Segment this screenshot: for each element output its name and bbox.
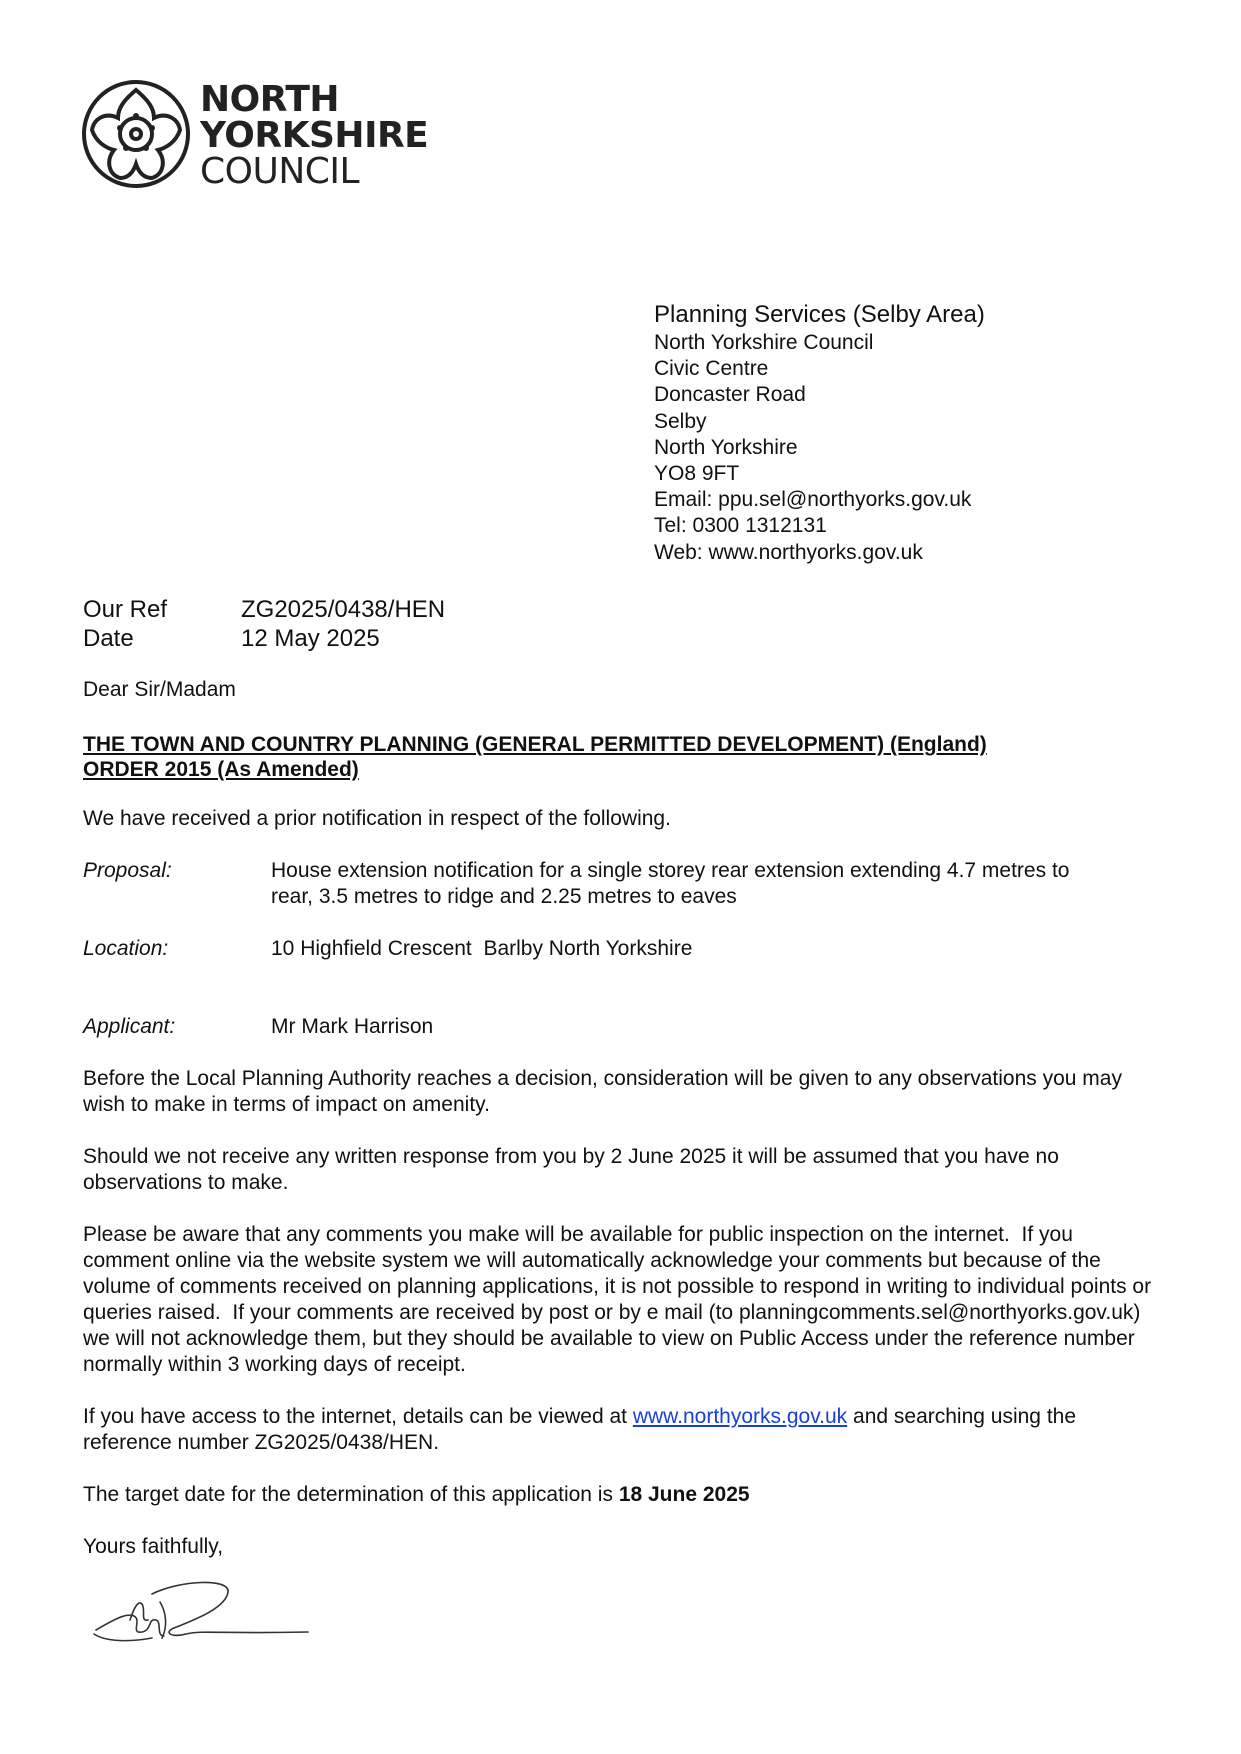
applicant-value: Mr Mark Harrison: [271, 1015, 434, 1038]
proposal-label: Proposal:: [83, 859, 172, 882]
address-tel: Tel: 0300 1312131: [654, 514, 827, 538]
heading-line-2: ORDER 2015 (As Amended): [83, 758, 359, 781]
internet-paragraph: [83, 1404, 1163, 1456]
internet-text-after: and searching using the reference number ZG2025/0438/HEN.: [83, 1405, 1077, 1454]
rose-emblem-icon: [80, 78, 192, 190]
closing: Yours faithfully,: [83, 1535, 224, 1558]
proposal-value: House extension notification for a single storey rear extension extending 4.7 metres to rear, 3.5 metres to ridge and 2.25 metres to eaves: [271, 859, 1070, 908]
intro-text: We have received a prior notification in respect of the following.: [83, 807, 671, 830]
address-line: North Yorkshire: [654, 435, 798, 459]
date-value: 12 May 2025: [241, 625, 380, 652]
date-label: Date: [83, 625, 134, 652]
signature-image: [90, 1572, 330, 1652]
our-ref-value: ZG2025/0438/HEN: [241, 596, 446, 623]
location-label: Location:: [83, 937, 169, 960]
address-web: Web: www.northyorks.gov.uk: [654, 540, 923, 564]
address-email: Email: ppu.sel@northyorks.gov.uk: [654, 488, 972, 512]
date-row: [83, 624, 445, 653]
our-ref-row: [83, 595, 445, 624]
target-text: The target date for the determination of this application is: [83, 1483, 619, 1506]
sender-address: [654, 300, 985, 566]
letter-heading: [83, 732, 1163, 782]
location-value: 10 Highfield Crescent Barlby North Yorkshire: [271, 937, 693, 960]
salutation: Dear Sir/Madam: [83, 678, 236, 701]
council-logo: [80, 78, 440, 198]
our-ref-label: Our Ref: [83, 596, 168, 623]
applicant-field: [83, 1014, 1091, 1040]
logo-wordmark: [200, 79, 429, 192]
address-line: Selby: [654, 409, 707, 433]
comments-paragraph: Please be aware that any comments you make will be available for public inspection on the internet. If you comment online via the website system we will automatically acknowledge your comments but because of the volume of comments received on planning applications, it is not possible to respond in writing to individual points or queries raised. If your comments are received by post or by e mail (to planningcomments.sel@northyorks.gov.uk) we will not acknowledge them, but they should be available to view on Public Access under the reference number normally within 3 working days of receipt.: [83, 1223, 1157, 1376]
applicant-label: Applicant:: [83, 1015, 176, 1038]
internet-text-before: If you have access to the internet, details can be viewed at: [83, 1405, 633, 1428]
logo-line-3: COUNCIL: [200, 151, 360, 192]
proposal-field: [83, 858, 1091, 910]
address-line: North Yorkshire Council: [654, 331, 874, 354]
heading-line-1: THE TOWN AND COUNTRY PLANNING (GENERAL PERMITTED DEVELOPMENT) (England): [83, 733, 987, 756]
deadline-paragraph: Should we not receive any written response from you by 2 June 2025 it will be assumed that you have no observations to make.: [83, 1145, 1059, 1194]
target-date-paragraph: [83, 1482, 1163, 1508]
logo-line-1: NORTH: [200, 79, 340, 120]
location-field: [83, 936, 1091, 962]
address-title: Planning Services (Selby Area): [654, 301, 985, 328]
logo-line-2: YORKSHIRE: [200, 115, 429, 156]
address-line: YO8 9FT: [654, 462, 740, 486]
observations-paragraph: Before the Local Planning Authority reaches a decision, consideration will be given to any observations you may wish to make in terms of impact on amenity.: [83, 1067, 1122, 1116]
website-link[interactable]: www.northyorks.gov.uk: [632, 1405, 848, 1428]
address-line: Doncaster Road: [654, 383, 806, 407]
reference-block: [83, 595, 445, 653]
target-date: 18 June 2025: [618, 1483, 750, 1506]
address-line: Civic Centre: [654, 357, 769, 381]
